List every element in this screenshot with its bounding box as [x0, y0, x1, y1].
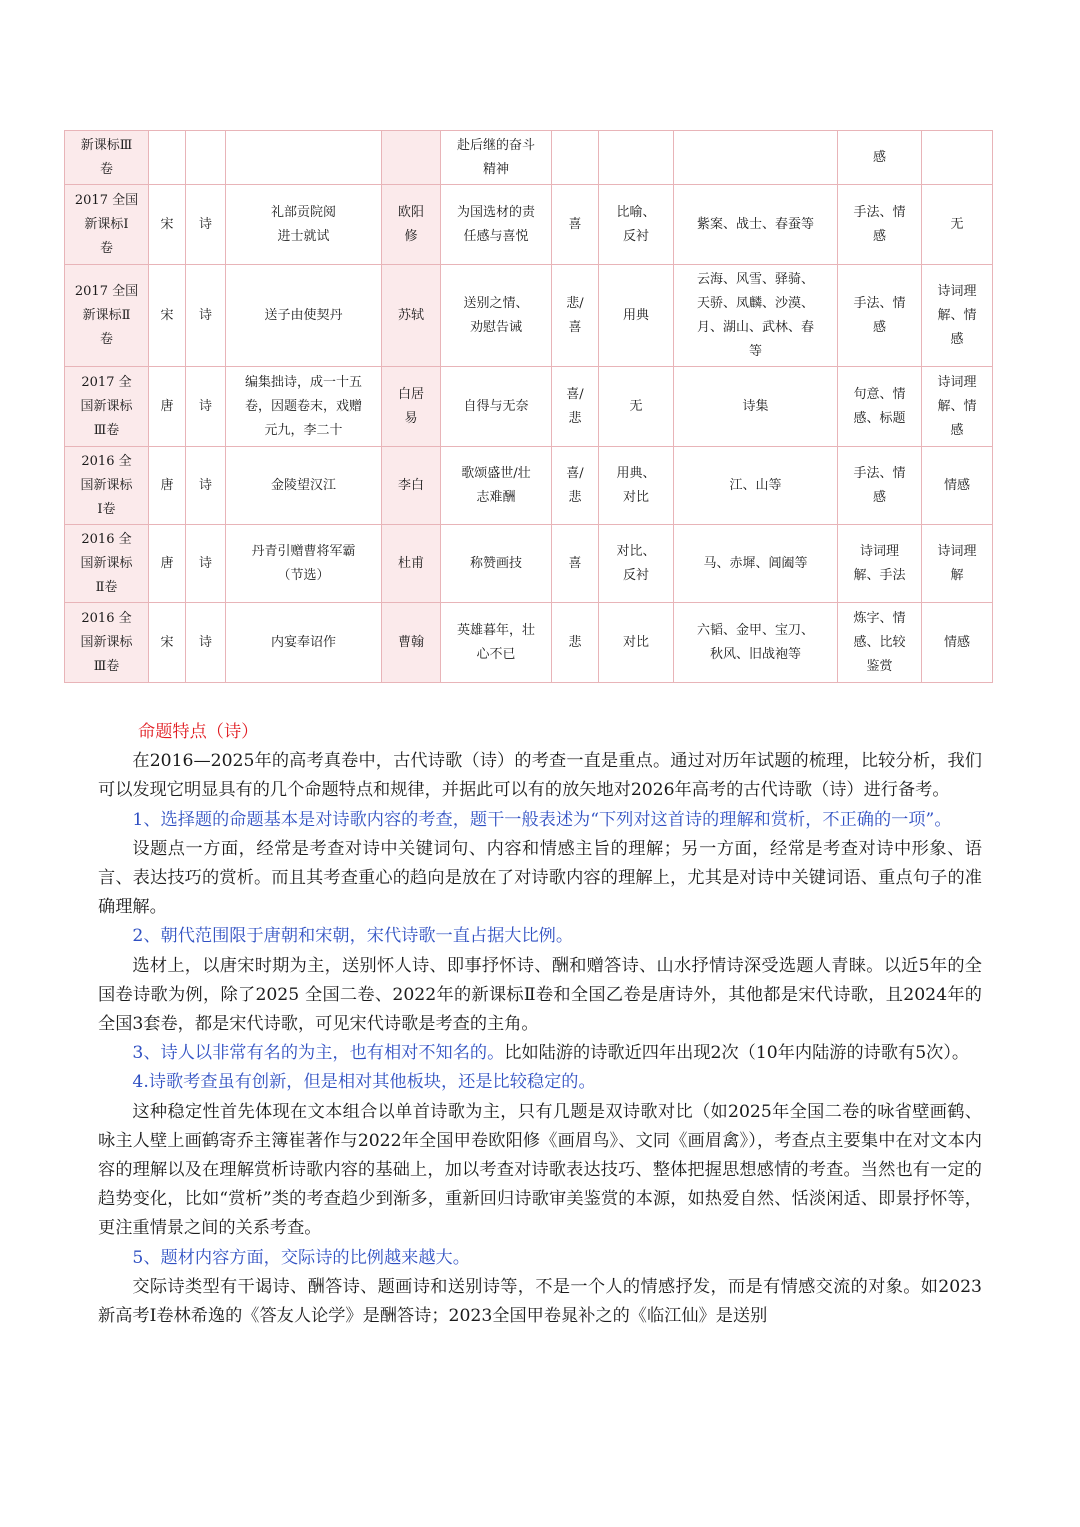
table-cell: 六韬、金甲、宝刀、 秋风、旧战袍等: [674, 603, 838, 683]
table-cell: 2017 全国 新课标Ⅱ 卷: [65, 265, 149, 367]
table-cell: [186, 131, 226, 185]
table-cell: 悲: [552, 603, 599, 683]
table-cell: 情感: [922, 603, 993, 683]
table-cell: 江、山等: [674, 447, 838, 525]
table-cell: 2017 全国 新课标Ⅰ 卷: [65, 185, 149, 265]
table-cell: 诗词理 解、手法: [838, 525, 922, 603]
table-cell: 赴后继的奋斗 精神: [441, 131, 552, 185]
table-cell: 曹翰: [382, 603, 441, 683]
exam-table: [64, 130, 993, 683]
table-cell: 送子由使契丹: [226, 265, 382, 367]
table-cell: 2016 全 国新课标 Ⅰ卷: [65, 447, 149, 525]
table-cell: 诗词理 解、情 感: [922, 265, 993, 367]
table-cell: 对比、 反衬: [599, 525, 674, 603]
table-cell: 金陵望汉江: [226, 447, 382, 525]
point-3: 3、诗人以非常有名的为主，也有相对不知名的。: [132, 1043, 505, 1064]
table-cell: 诗: [186, 367, 226, 447]
table-row: [65, 265, 993, 367]
table-cell: 用典: [599, 265, 674, 367]
intro-paragraph: 在2016—2025年的高考真卷中，古代诗歌（诗）的考查一直是重点。通过对历年试题的梳理，比较分析，我们可以发现它明显具有的几个命题特点和规律，并据此可以有的放矢地对2026年高考的古代诗歌（诗）进行备考。: [98, 751, 982, 801]
table-row: [65, 603, 993, 683]
table-row: [65, 447, 993, 525]
table-cell: [149, 131, 186, 185]
point-2: 2、朝代范围限于唐朝和宋朝，宋代诗歌一直占据大比例。: [132, 926, 574, 947]
table-row: [65, 185, 993, 265]
table-cell: 编集拙诗，成一十五 卷，因题卷末，戏赠 元九，李二十: [226, 367, 382, 447]
table-cell: [226, 131, 382, 185]
table-cell: 自得与无奈: [441, 367, 552, 447]
table-cell: 句意、情 感、标题: [838, 367, 922, 447]
point-5: 5、题材内容方面，交际诗的比例越来越大。: [132, 1247, 470, 1268]
table-cell: 宋: [149, 185, 186, 265]
table-cell: 诗: [186, 265, 226, 367]
table-cell: 称赞画技: [441, 525, 552, 603]
table-cell: 唐: [149, 525, 186, 603]
point-4: 4.诗歌考查虽有创新，但是相对其他板块，还是比较稳定的。: [132, 1072, 596, 1093]
point-2-explanation: 选材上，以唐宋时期为主，送别怀人诗、即事抒怀诗、酬和赠答诗、山水抒情诗深受选题人青睐。以近5年的全国卷诗歌为例，除了2025 全国二卷、2022年的新课标Ⅱ卷和全国乙卷是唐诗外，其他都是宋代诗歌，且2024年的全国3套卷，都是宋代诗歌，可见宋代诗歌是考查的主角。: [98, 955, 982, 1035]
table-cell: 感: [838, 131, 922, 185]
table-cell: 歌颂盛世/壮 志难酬: [441, 447, 552, 525]
table-cell: 诗词理 解: [922, 525, 993, 603]
table-cell: 喜/ 悲: [552, 447, 599, 525]
point-4-explanation: 这种稳定性首先体现在文本组合以单首诗歌为主，只有几题是双诗歌对比（如2025年全国二卷的咏省壁画鹤、咏主人壁上画鹤寄乔主簿崔著作与2022年全国甲卷欧阳修《画眉鸟》、文同《画眉禽》），考查点主要集中在对文本内容的理解以及在理解赏析诗歌内容的基础上，加以考查对诗歌表达技巧、整体把握思想感情的考查。当然也有一定的趋势变化，比如“赏析”类的考查趋少到渐多，重新回归诗歌审美鉴赏的本源，如热爱自然、恬淡闲适、即景抒怀等，更注重情景之间的关系考查。: [98, 1101, 982, 1239]
table-cell: 送别之情、 劝慰告诫: [441, 265, 552, 367]
point-3-explanation: 比如陆游的诗歌近四年出现2次（10年内陆游的诗歌有5次）。: [504, 1043, 970, 1064]
table-cell: 无: [599, 367, 674, 447]
exam-table-body: [65, 131, 993, 683]
table-cell: 喜: [552, 185, 599, 265]
table-cell: 礼部贡院阅 进士就试: [226, 185, 382, 265]
table-cell: 喜/ 悲: [552, 367, 599, 447]
table-cell: 手法、情 感: [838, 185, 922, 265]
table-cell: 云海、风雪、驿骑、 天骄、凤麟、沙漠、 月、湖山、武林、春 等: [674, 265, 838, 367]
analysis-section: [98, 718, 982, 1331]
table-cell: 丹青引赠曹将军霸 （节选）: [226, 525, 382, 603]
table-cell: 情感: [922, 447, 993, 525]
table-cell: 诗集: [674, 367, 838, 447]
table-cell: 诗: [186, 185, 226, 265]
table-cell: 白居 易: [382, 367, 441, 447]
table-cell: 悲/ 喜: [552, 265, 599, 367]
table-cell: 内宴奉诏作: [226, 603, 382, 683]
table-cell: 李白: [382, 447, 441, 525]
table-cell: 比喻、 反衬: [599, 185, 674, 265]
table-cell: 唐: [149, 447, 186, 525]
table-cell: 英雄暮年，壮 心不已: [441, 603, 552, 683]
table-cell: 欧阳 修: [382, 185, 441, 265]
table-cell: 炼字、情 感、比较 鉴赏: [838, 603, 922, 683]
table-cell: 马、赤墀、阊阖等: [674, 525, 838, 603]
point-3-paragraph: [98, 1039, 982, 1068]
point-1-explanation: 设题点一方面，经常是考查对诗中关键词句、内容和情感主旨的理解；另一方面，经常是考查对诗中形象、语言、表达技巧的赏析。而且其考查重心的趋向是放在了对诗歌内容的理解上，尤其是对诗中关键词语、重点句子的准确理解。: [98, 838, 982, 918]
point-1: 1、选择题的命题基本是对诗歌内容的考查，题干一般表述为“下列对这首诗的理解和赏析，不正确的一项”。: [132, 809, 952, 830]
table-cell: [674, 131, 838, 185]
table-cell: 紫案、战士、春蚕等: [674, 185, 838, 265]
section-heading: 命题特点（诗）: [138, 722, 259, 742]
table-cell: 用典、 对比: [599, 447, 674, 525]
table-cell: 无: [922, 185, 993, 265]
table-cell: 宋: [149, 603, 186, 683]
table-row: [65, 131, 993, 185]
table-cell: 手法、情 感: [838, 447, 922, 525]
table-cell: 诗词理 解、情 感: [922, 367, 993, 447]
table-cell: 喜: [552, 525, 599, 603]
table-row: [65, 525, 993, 603]
point-5-explanation: 交际诗类型有干谒诗、酬答诗、题画诗和送别诗等，不是一个人的情感抒发，而是有情感交流的对象。如2023新高考Ⅰ卷林希逸的《答友人论学》是酬答诗；2023全国甲卷晁补之的《临江仙》是送别: [98, 1276, 982, 1327]
table-cell: 杜甫: [382, 525, 441, 603]
table-cell: 对比: [599, 603, 674, 683]
table-cell: 新课标Ⅲ 卷: [65, 131, 149, 185]
table-cell: 诗: [186, 447, 226, 525]
table-cell: [599, 131, 674, 185]
table-cell: 手法、情 感: [838, 265, 922, 367]
table-cell: 诗: [186, 525, 226, 603]
table-cell: [922, 131, 993, 185]
table-cell: 苏轼: [382, 265, 441, 367]
table-cell: 唐: [149, 367, 186, 447]
table-cell: 诗: [186, 603, 226, 683]
table-cell: [382, 131, 441, 185]
table-cell: 为国选材的责 任感与喜悦: [441, 185, 552, 265]
table-cell: 2017 全 国新课标 Ⅲ卷: [65, 367, 149, 447]
table-cell: 2016 全 国新课标 Ⅲ卷: [65, 603, 149, 683]
table-row: [65, 367, 993, 447]
table-cell: 2016 全 国新课标 Ⅱ卷: [65, 525, 149, 603]
table-cell: 宋: [149, 265, 186, 367]
table-cell: [552, 131, 599, 185]
poetry-exam-table: [64, 130, 992, 683]
